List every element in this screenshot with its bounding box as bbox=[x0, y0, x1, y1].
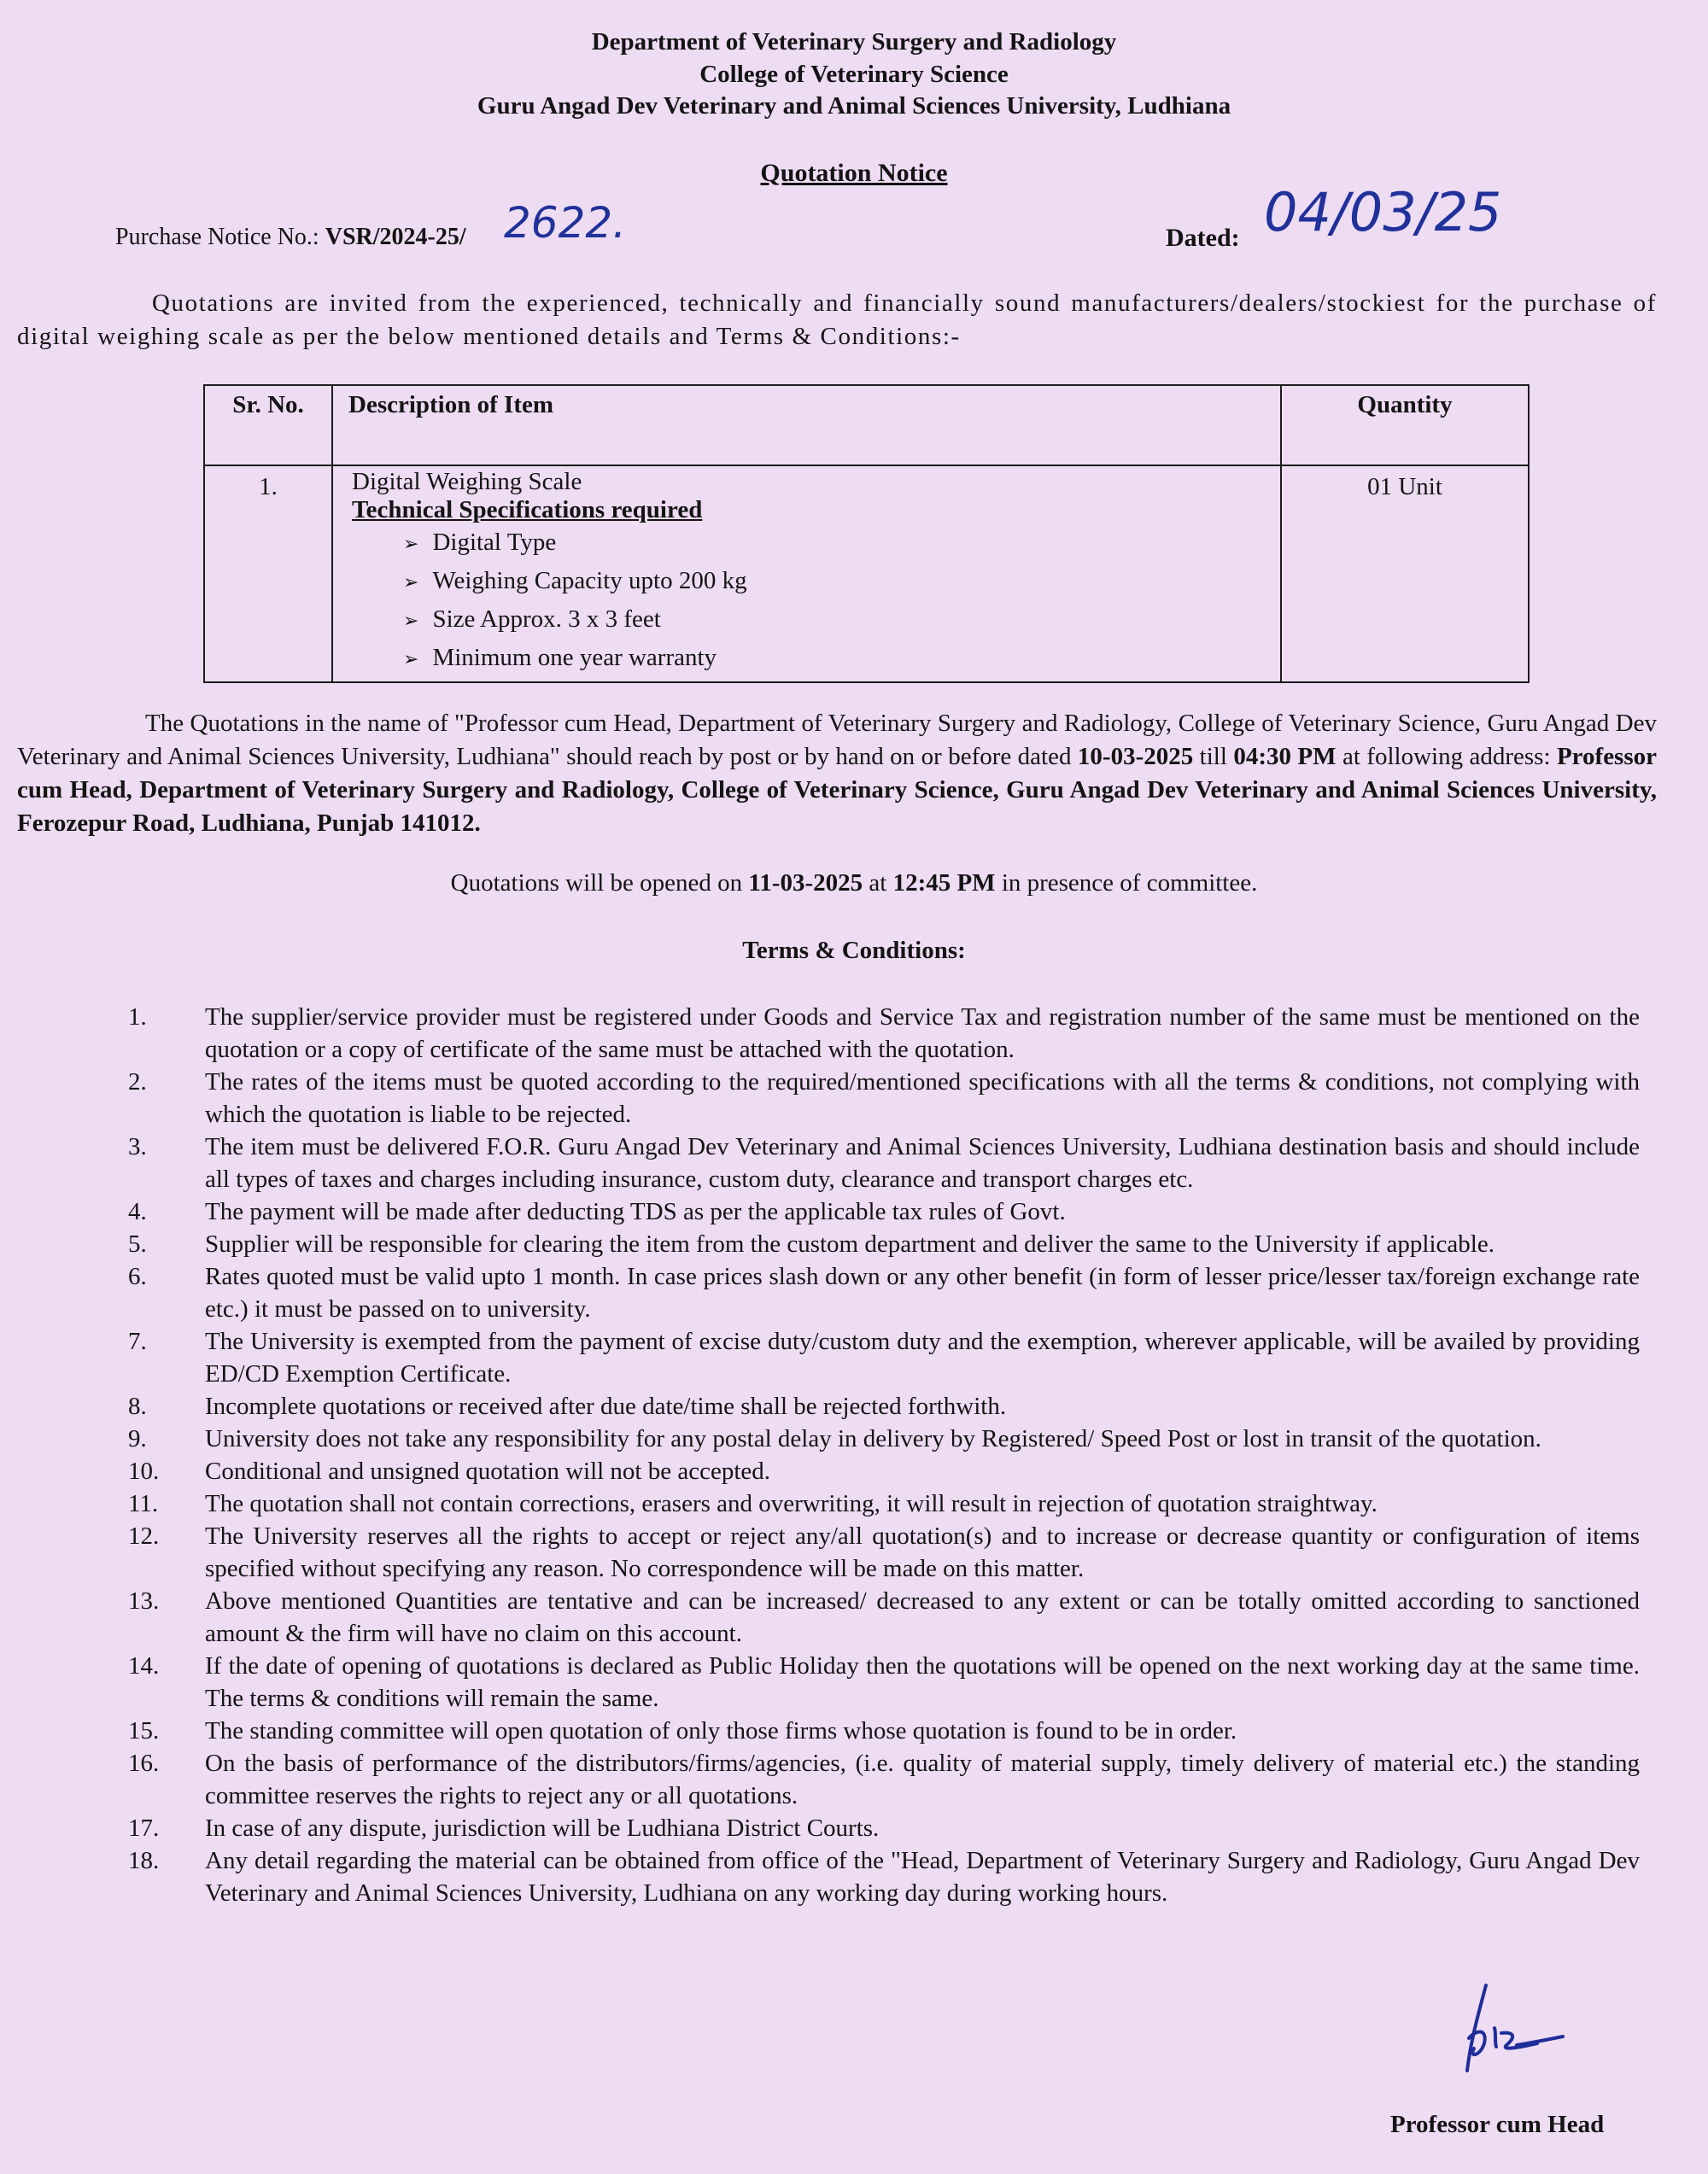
row-quantity: 01 Unit bbox=[1281, 465, 1529, 682]
opening-text-1: Quotations will be opened on bbox=[450, 869, 749, 897]
header-quantity: Quantity bbox=[1281, 385, 1529, 465]
submission-time: 04:30 PM bbox=[1233, 743, 1337, 770]
purchase-notice-number bbox=[115, 198, 627, 251]
spec-list bbox=[352, 524, 1261, 678]
term-item: 5. Supplier will be responsible for clearing the item from the custom department and deliver the same to the University if applicable. bbox=[128, 1230, 1494, 1258]
opening-time: 12:45 PM bbox=[892, 869, 996, 897]
submission-text-2: till bbox=[1193, 743, 1234, 770]
submission-text-1: The Quotations in the name of "Professor cum Head, Department of Veterinary Surgery and Radiology, College of Veterinary Science, Guru Angad Dev Veterinary and Animal Sciences University, Ludhiana" should reach by post or by hand on or before dated bbox=[17, 710, 1657, 770]
term-item: 1. The supplier/service provider must be registered under Goods and Service Tax and registration number of the same must be mentioned on the quotation or a copy of certificate of the same must be attached with the quotation. bbox=[128, 1003, 1640, 1063]
spec-heading: Technical Specifications required bbox=[352, 496, 703, 523]
university-heading: Guru Angad Dev Veterinary and Animal Sciences University, Ludhiana bbox=[477, 92, 1231, 120]
header-description: Description of Item bbox=[332, 385, 1281, 465]
intro-paragraph: Quotations are invited from the experienced, technically and financially sound manufacturers/dealers/stockiest for the purchase of digital weighing scale as per the below mentioned details and Terms & Conditions:- bbox=[17, 289, 1657, 350]
term-item: 16. On the basis of performance of the distributors/firms/agencies, (i.e. quality of material supply, timely delivery of material etc.) the standing committee reserves the rights to reject any or all quotations. bbox=[128, 1750, 1640, 1809]
terms-heading: Terms & Conditions: bbox=[742, 937, 966, 964]
term-item: 10. Conditional and unsigned quotation will not be accepted. bbox=[128, 1458, 771, 1485]
spec-item: ➢ Size Approx. 3 x 3 feet bbox=[403, 601, 1261, 640]
opening-line bbox=[0, 869, 1708, 897]
term-item: 3. The item must be delivered F.O.R. Guru Angad Dev Veterinary and Animal Sciences University, Ludhiana destination basis and should include all types of taxes and charges including insurance, custom duty, clearance and transport charges etc. bbox=[128, 1133, 1640, 1193]
submission-address: Professor cum Head, Department of Veterinary Surgery and Radiology, College of Veterinary Science, Guru Angad Dev Veterinary and Animal Sciences University, Ferozepur Road, Ludhiana, Punjab 141012. bbox=[17, 743, 1658, 837]
header-sr-no: Sr. No. bbox=[204, 385, 332, 465]
department-heading: Department of Veterinary Surgery and Radiology bbox=[591, 28, 1117, 56]
term-item: 9. University does not take any responsibility for any postal delay in delivery by Registered/ Speed Post or lost in transit of the quotation. bbox=[128, 1425, 1541, 1452]
submission-paragraph bbox=[17, 707, 1657, 840]
dated-label: Dated: bbox=[1166, 224, 1240, 252]
row-sr-no: 1. bbox=[204, 465, 332, 682]
term-item: 8. Incomplete quotations or received after due date/time shall be rejected forthwith. bbox=[128, 1393, 1007, 1420]
term-item: 14. If the date of opening of quotations is declared as Public Holiday then the quotations will be opened on the next working day at the same time. The terms & conditions will remain the same. bbox=[128, 1652, 1640, 1712]
table-row bbox=[204, 465, 1529, 682]
table-header-row bbox=[204, 385, 1529, 465]
opening-text-3: in presence of committee. bbox=[995, 869, 1258, 897]
signatory-title: Professor cum Head bbox=[1390, 2111, 1605, 2138]
term-item: 11. The quotation shall not contain corrections, erasers and overwriting, it will result in rejection of quotation straightway. bbox=[128, 1490, 1378, 1517]
spec-item: ➢ Minimum one year warranty bbox=[403, 640, 1261, 678]
items-table bbox=[203, 384, 1530, 683]
handwritten-notice-number: 2622. bbox=[504, 198, 627, 248]
term-item: 18. Any detail regarding the material can be obtained from office of the "Head, Department of Veterinary Surgery and Radiology, Guru Angad Dev Veterinary and Animal Sciences University, Ludhiana on any working day during working hours. bbox=[128, 1847, 1640, 1907]
term-item: 2. The rates of the items must be quoted according to the required/mentioned specifications with all the terms & conditions, not complying with which the quotation is liable to be rejected. bbox=[128, 1068, 1640, 1128]
term-item: 15. The standing committee will open quotation of only those firms whose quotation is found to be in order. bbox=[128, 1717, 1237, 1744]
item-name: Digital Weighing Scale bbox=[352, 468, 582, 495]
row-description bbox=[332, 465, 1281, 682]
spec-item: ➢ Weighing Capacity upto 200 kg bbox=[403, 563, 1261, 601]
opening-text-2: at bbox=[863, 869, 893, 897]
submission-date: 10-03-2025 bbox=[1077, 743, 1194, 770]
term-item: 17. In case of any dispute, jurisdiction will be Ludhiana District Courts. bbox=[128, 1815, 880, 1842]
term-item: 12. The University reserves all the rights to accept or reject any/all quotation(s) and to increase or decrease quantity or configuration of items specified without specifying any reason. No correspondence will be made on this matter. bbox=[128, 1522, 1640, 1582]
handwritten-signature bbox=[1435, 1977, 1571, 2079]
purchase-notice-label: Purchase Notice No.: bbox=[115, 224, 319, 250]
term-item: 6. Rates quoted must be valid upto 1 month. In case prices slash down or any other benefit (in form of lesser price/lesser tax/foreign exchange rate etc.) it must be passed on to university. bbox=[128, 1263, 1640, 1323]
purchase-notice-value: VSR/2024-25/ bbox=[325, 224, 466, 250]
submission-text-3: at following address: bbox=[1336, 743, 1557, 770]
spec-item: ➢ Digital Type bbox=[403, 524, 1261, 563]
term-item: 7. The University is exempted from the payment of excise duty/custom duty and the exemption, wherever applicable, will be availed by providing ED/CD Exemption Certificate. bbox=[128, 1328, 1640, 1388]
opening-date: 11-03-2025 bbox=[748, 869, 863, 897]
term-item: 13. Above mentioned Quantities are tentative and can be increased/ decreased to any extent or can be totally omitted according to sanctioned amount & the firm will have no claim on this account. bbox=[128, 1587, 1640, 1647]
terms-list bbox=[128, 1001, 1640, 1909]
handwritten-date: 04/03/25 bbox=[1264, 181, 1502, 243]
college-heading: College of Veterinary Science bbox=[699, 61, 1009, 88]
notice-title: Quotation Notice bbox=[760, 159, 948, 187]
term-item: 4. The payment will be made after deducting TDS as per the applicable tax rules of Govt. bbox=[128, 1198, 1066, 1225]
